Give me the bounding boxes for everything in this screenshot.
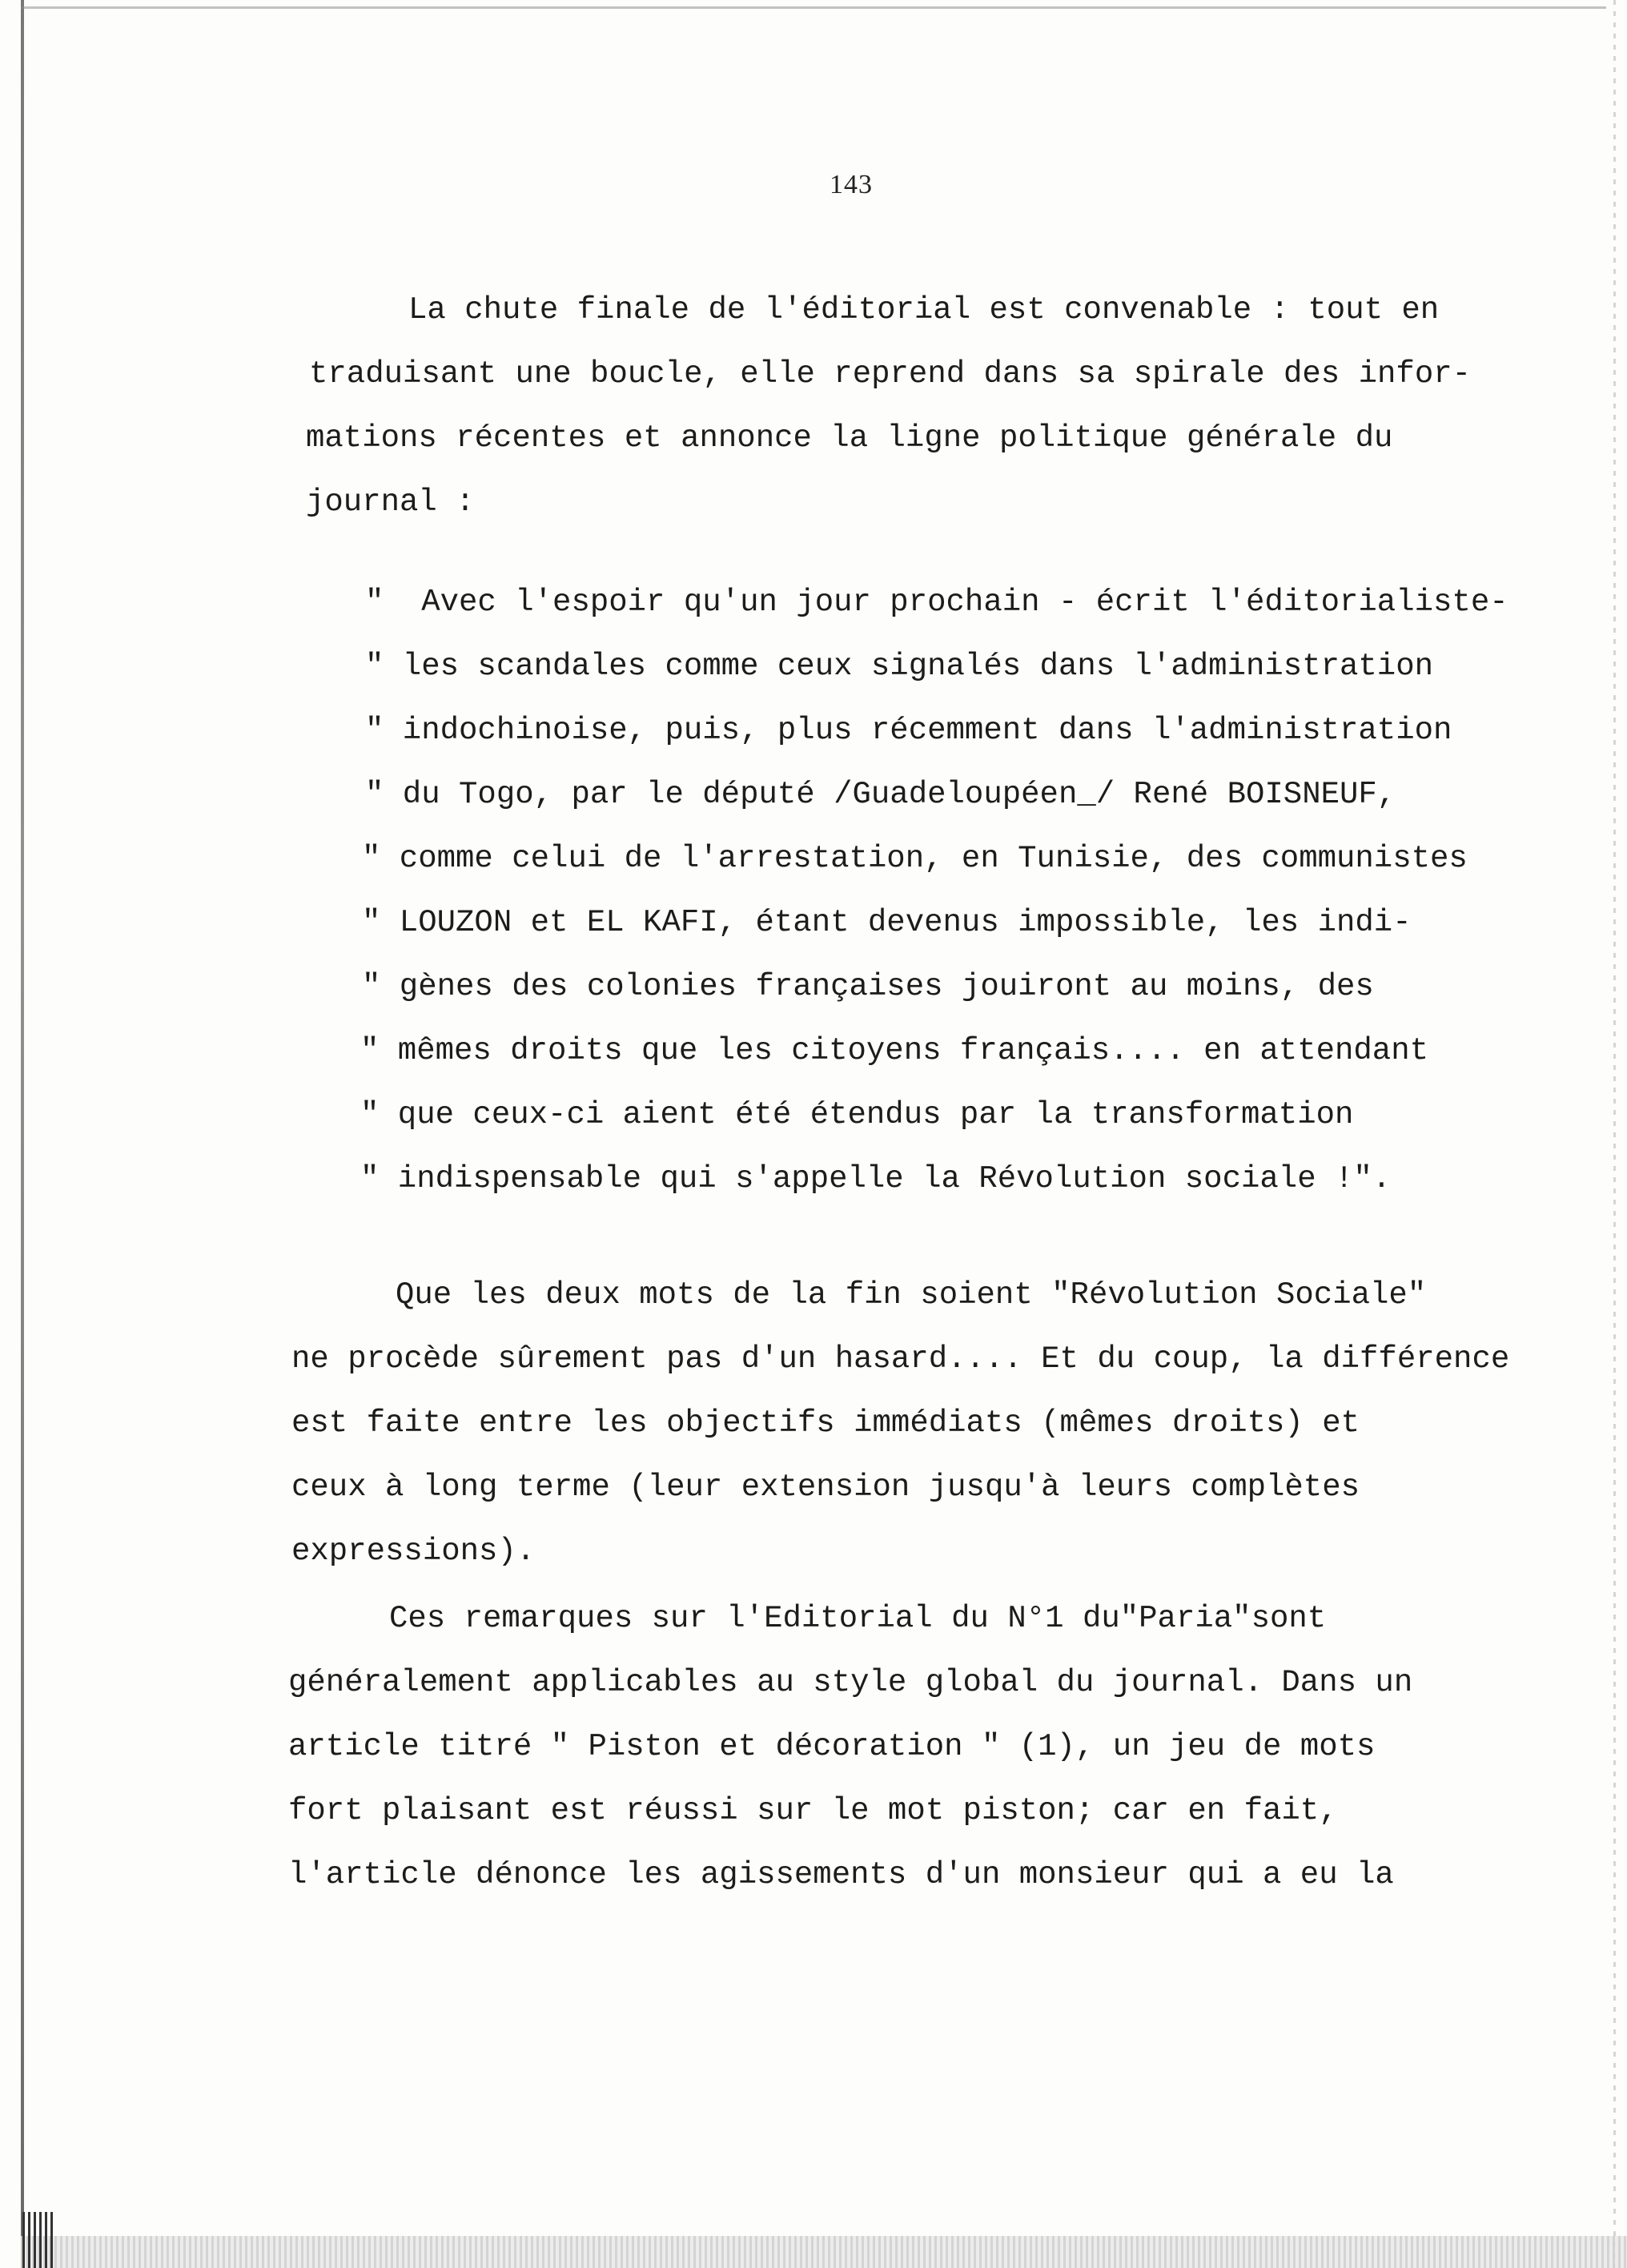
paragraph-2-line-3: est faite entre les objectifs immédiats (mêmes droits) et bbox=[291, 1405, 1360, 1441]
paragraph-1-line-1: La chute finale de l'éditorial est convenable : tout en bbox=[408, 292, 1440, 328]
paragraph-3-line-2: généralement applicables au style global du journal. Dans un bbox=[288, 1665, 1413, 1700]
scan-edge-left bbox=[21, 0, 24, 2268]
paragraph-1-line-3: mations récentes et annonce la ligne politique générale du bbox=[306, 420, 1393, 456]
quote-line-4: " du Togo, par le député /Guadeloupéen_/ René BOISNEUF, bbox=[365, 777, 1396, 812]
paragraph-2-line-4: ceux à long terme (leur extension jusqu'à leurs complètes bbox=[291, 1470, 1360, 1505]
scan-edge-right bbox=[1613, 0, 1616, 2268]
quote-line-5: " comme celui de l'arrestation, en Tunisie, des communistes bbox=[362, 841, 1468, 876]
quote-line-1: " Avec l'espoir qu'un jour prochain - écrit l'éditorialiste- bbox=[365, 585, 1508, 620]
paragraph-2-line-1: Que les deux mots de la fin soient "Révolution Sociale" bbox=[396, 1277, 1427, 1313]
page-number: 143 bbox=[830, 170, 873, 199]
scan-edge-top bbox=[21, 6, 1606, 9]
paragraph-2-line-5: expressions). bbox=[291, 1534, 536, 1569]
paragraph-1-line-4: journal : bbox=[306, 485, 475, 520]
scan-edge-bottom bbox=[21, 2236, 1627, 2268]
quote-line-2: " les scandales comme ceux signalés dans l'administration bbox=[365, 649, 1434, 684]
paragraph-3-line-1: Ces remarques sur l'Editorial du N°1 du"Paria"sont bbox=[389, 1601, 1327, 1636]
quote-line-7: " gènes des colonies françaises jouiront au moins, des bbox=[362, 969, 1374, 1004]
paragraph-3-line-3: article titré " Piston et décoration " (1), un jeu de mots bbox=[288, 1729, 1376, 1764]
paragraph-2-line-2: ne procède sûrement pas d'un hasard.... Et du coup, la différence bbox=[291, 1341, 1510, 1377]
quote-line-6: " LOUZON et EL KAFI, étant devenus impossible, les indi- bbox=[362, 905, 1412, 940]
quote-line-9: " que ceux-ci aient été étendus par la transformation bbox=[360, 1097, 1354, 1132]
paragraph-3-line-5: l'article dénonce les agissements d'un monsieur qui a eu la bbox=[288, 1857, 1394, 1892]
quote-line-3: " indochinoise, puis, plus récemment dans l'administration bbox=[365, 713, 1452, 748]
quote-line-8: " mêmes droits que les citoyens français.... en attendant bbox=[360, 1033, 1429, 1068]
paragraph-3-line-4: fort plaisant est réussi sur le mot piston; car en fait, bbox=[288, 1793, 1338, 1828]
quote-line-10: " indispensable qui s'appelle la Révolution sociale !". bbox=[360, 1161, 1392, 1196]
scan-binding-marks bbox=[22, 2212, 54, 2268]
paragraph-1-line-2: traduisant une boucle, elle reprend dans sa spirale des infor- bbox=[309, 356, 1472, 392]
